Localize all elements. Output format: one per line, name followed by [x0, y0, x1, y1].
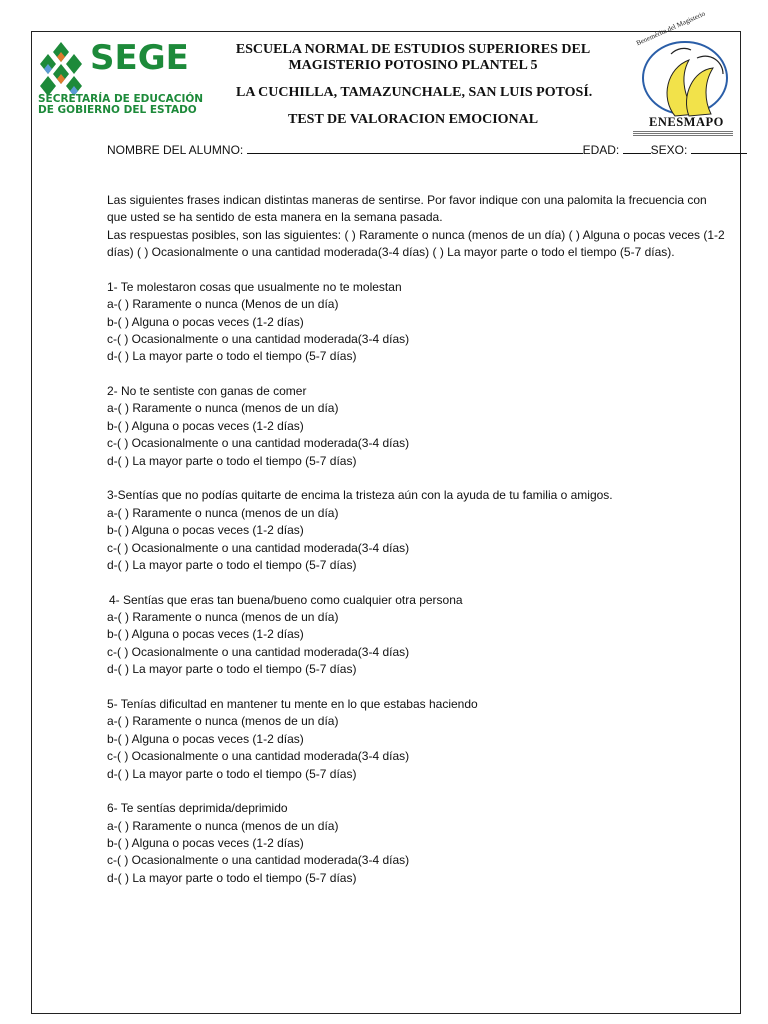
question-2-option-b[interactable]: b-( ) Alguna o pocas veces (1-2 días) — [107, 419, 304, 433]
question-1-option-c[interactable]: c-( ) Ocasionalmente o una cantidad moderada(3-4 días) — [107, 332, 410, 346]
question-3-option-d[interactable]: d-( ) La mayor parte o todo el tiempo (5-7 días) — [107, 558, 357, 572]
sege-subtitle — [38, 94, 238, 116]
sege-subtitle-line-1: SECRETARÍA DE EDUCACIÓN — [38, 93, 204, 105]
enesmapo-fine-print — [633, 131, 733, 137]
question-6-option-a[interactable]: a-( ) Raramente o nunca (menos de un día) — [107, 819, 339, 833]
question-4-option-a[interactable]: a-( ) Raramente o nunca (menos de un día) — [107, 610, 339, 624]
student-info-row — [107, 142, 747, 157]
school-name-line-2: MAGISTERIO POTOSINO PLANTEL 5 — [288, 58, 538, 73]
sege-subtitle-line-2: DE GOBIERNO DEL ESTADO — [38, 104, 197, 116]
instructions-line-1: Las siguientes frases indican distintas maneras de sentirse. Por favor indique con una palomita la frecuencia con — [107, 193, 707, 207]
instructions-line-2: que usted se ha sentido de esta manera en la semana pasada. — [107, 210, 443, 224]
student-name-field[interactable] — [247, 142, 583, 154]
question-4-option-b[interactable]: b-( ) Alguna o pocas veces (1-2 días) — [107, 627, 304, 641]
student-sex-label: SEXO: — [650, 143, 688, 157]
question-6-option-c[interactable]: c-( ) Ocasionalmente o una cantidad moderada(3-4 días) — [107, 853, 410, 867]
question-2-option-d[interactable]: d-( ) La mayor parte o todo el tiempo (5-7 días) — [107, 454, 357, 468]
student-sex-field[interactable] — [691, 142, 747, 154]
instructions-line-4: días) ( ) Ocasionalmente o una cantidad moderada(3-4 días) ( ) La mayor parte o todo el tiempo (5-7 días). — [107, 245, 675, 259]
question-6-option-b[interactable]: b-( ) Alguna o pocas veces (1-2 días) — [107, 836, 304, 850]
question-5-option-b[interactable]: b-( ) Alguna o pocas veces (1-2 días) — [107, 732, 304, 746]
school-location: LA CUCHILLA, TAMAZUNCHALE, SAN LUIS POTOSÍ. — [236, 85, 593, 100]
question-1-option-a[interactable]: a-( ) Raramente o nunca (Menos de un día) — [107, 297, 339, 311]
question-4-option-d[interactable]: d-( ) La mayor parte o todo el tiempo (5-7 días) — [107, 662, 357, 676]
instructions-line-3: Las respuestas posibles, son las siguientes: ( ) Raramente o nunca (menos de un día) ( ) Alguna o pocas veces (1-2 — [107, 228, 725, 242]
test-title: TEST DE VALORACION EMOCIONAL — [288, 112, 539, 127]
enesmapo-arc-text: Benemérita del Magisterio — [635, 9, 707, 48]
question-4-option-c[interactable]: c-( ) Ocasionalmente o una cantidad moderada(3-4 días) — [107, 645, 410, 659]
question-5-option-d[interactable]: d-( ) La mayor parte o todo el tiempo (5-7 días) — [107, 767, 357, 781]
enesmapo-logo — [605, 9, 745, 138]
question-2-option-c[interactable]: c-( ) Ocasionalmente o una cantidad moderada(3-4 días) — [107, 436, 410, 450]
student-age-label: EDAD: — [582, 143, 620, 157]
question-6-option-d[interactable]: d-( ) La mayor parte o todo el tiempo (5-7 días) — [107, 871, 357, 885]
sege-emblem-icon — [38, 42, 84, 98]
question-1-text: 1- Te molestaron cosas que usualmente no te molestan — [107, 280, 402, 294]
question-3-text: 3-Sentías que no podías quitarte de encima la tristeza aún con la ayuda de tu familia o amigos. — [107, 488, 613, 502]
question-3-option-c[interactable]: c-( ) Ocasionalmente o una cantidad moderada(3-4 días) — [107, 541, 410, 555]
question-5-text: 5- Tenías dificultad en mantener tu mente en lo que estabas haciendo — [107, 697, 478, 711]
question-1-option-b[interactable]: b-( ) Alguna o pocas veces (1-2 días) — [107, 315, 304, 329]
question-5-option-c[interactable]: c-( ) Ocasionalmente o una cantidad moderada(3-4 días) — [107, 749, 410, 763]
question-1-option-d[interactable]: d-( ) La mayor parte o todo el tiempo (5-7 días) — [107, 349, 357, 363]
student-age-field[interactable] — [623, 142, 651, 154]
question-2-text: 2- No te sentiste con ganas de comer — [107, 384, 307, 398]
school-name-line-1: ESCUELA NORMAL DE ESTUDIOS SUPERIORES DEL — [235, 42, 591, 57]
question-2-option-a[interactable]: a-( ) Raramente o nunca (menos de un día) — [107, 401, 339, 415]
question-3-option-b[interactable]: b-( ) Alguna o pocas veces (1-2 días) — [107, 523, 304, 537]
question-5-option-a[interactable]: a-( ) Raramente o nunca (menos de un día) — [107, 714, 339, 728]
enesmapo-logo-text: ENESMAPO — [649, 115, 724, 129]
question-3-option-a[interactable]: a-( ) Raramente o nunca (menos de un día) — [107, 506, 339, 520]
question-4-text: 4- Sentías que eras tan buena/bueno como cualquier otra persona — [109, 593, 463, 607]
sege-logo — [38, 40, 230, 116]
sege-logo-text: SEGE — [90, 38, 189, 78]
question-6-text: 6- Te sentías deprimida/deprimido — [107, 801, 288, 815]
student-name-label: NOMBRE DEL ALUMNO: — [107, 143, 244, 157]
